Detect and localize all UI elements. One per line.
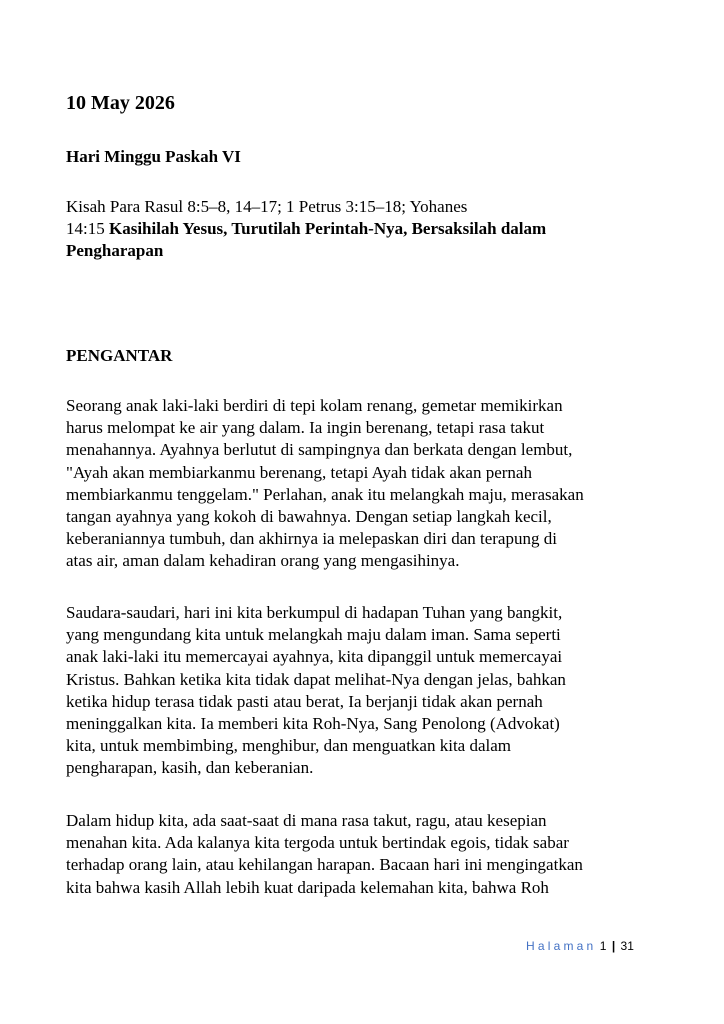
- paragraph-line: Kristus. Bahkan ketika kita tidak dapat melihat-Nya dengan jelas, bahkan: [66, 669, 566, 689]
- footer-total-pages: 31: [620, 939, 634, 953]
- paragraph-line: tangan ayahnya yang kokoh di bawahnya. Dengan setiap langkah kecil,: [66, 507, 552, 527]
- footer-separator: |: [611, 939, 616, 953]
- section-heading: PENGANTAR: [66, 346, 173, 365]
- paragraph-line: kita, untuk membimbing, menghibur, dan menguatkan kita dalam: [66, 736, 512, 756]
- paragraph-line: terhadap orang lain, atau kehilangan harapan. Bacaan hari ini mengingatkan: [66, 855, 583, 875]
- scripture-readings: [66, 196, 666, 262]
- paragraph-line: "Ayah akan membiarkanmu berenang, tetapi Ayah tidak akan pernah: [66, 462, 532, 482]
- paragraph-line: anak laki-laki itu memercayai ayahnya, kita dipanggil untuk memercayai: [66, 647, 563, 667]
- paragraph-line: ketika hidup terasa tidak pasti atau berat, Ia berjanji tidak akan pernah: [66, 691, 543, 711]
- paragraph-line: membiarkanmu tenggelam." Perlahan, anak itu melangkah maju, merasakan: [66, 484, 584, 504]
- homily-title-part-1: Kasihilah Yesus, Turutilah Perintah-Nya, Bersaksilah dalam: [108, 219, 547, 238]
- paragraph-line: Seorang anak laki-laki berdiri di tepi kolam renang, gemetar memikirkan: [66, 396, 563, 415]
- paragraph-line: menahan kita. Ada kalanya kita tergoda untuk bertindak egois, tidak sabar: [66, 833, 569, 853]
- paragraph-line: atas air, aman dalam kehadiran orang yang mengasihinya.: [66, 551, 460, 571]
- paragraph-line: Saudara-saudari, hari ini kita berkumpul di hadapan Tuhan yang bangkit,: [66, 603, 563, 622]
- paragraph-3: [66, 810, 676, 899]
- paragraph-line: yang mengundang kita untuk melangkah maju dalam iman. Sama seperti: [66, 625, 561, 645]
- footer-page-label: Halaman: [526, 939, 597, 953]
- readings-line-2: [66, 218, 666, 240]
- paragraph-line: keberaniannya tumbuh, dan akhirnya ia melepaskan diri dan terapung di: [66, 529, 557, 549]
- paragraph-line: kita bahwa kasih Allah lebih kuat daripada kelemahan kita, bahwa Roh: [66, 877, 549, 897]
- page-footer: [526, 938, 634, 954]
- paragraph-line: menahannya. Ayahnya berlutut di sampingnya dan berkata dengan lembut,: [66, 440, 573, 460]
- readings-line-1: Kisah Para Rasul 8:5–8, 14–17; 1 Petrus 3:15–18; Yohanes: [66, 197, 468, 216]
- document-date: 10 May 2026: [66, 92, 175, 114]
- readings-ref: 14:15: [66, 219, 105, 238]
- paragraph-line: meninggalkan kita. Ia memberi kita Roh-Nya, Sang Penolong (Advokat): [66, 714, 560, 734]
- paragraph-1: [66, 395, 676, 573]
- paragraph-line: Dalam hidup kita, ada saat-saat di mana rasa takut, ragu, atau kesepian: [66, 811, 547, 830]
- paragraph-line: pengharapan, kasih, dan keberanian.: [66, 758, 314, 778]
- readings-line-3: [66, 240, 666, 262]
- liturgical-day-title: Hari Minggu Paskah VI: [66, 147, 241, 166]
- footer-page-number: 1: [599, 939, 607, 953]
- paragraph-line: harus melompat ke air yang dalam. Ia ingin berenang, tetapi rasa takut: [66, 418, 545, 438]
- paragraph-2: [66, 602, 676, 780]
- homily-title-part-2: Pengharapan: [66, 241, 164, 260]
